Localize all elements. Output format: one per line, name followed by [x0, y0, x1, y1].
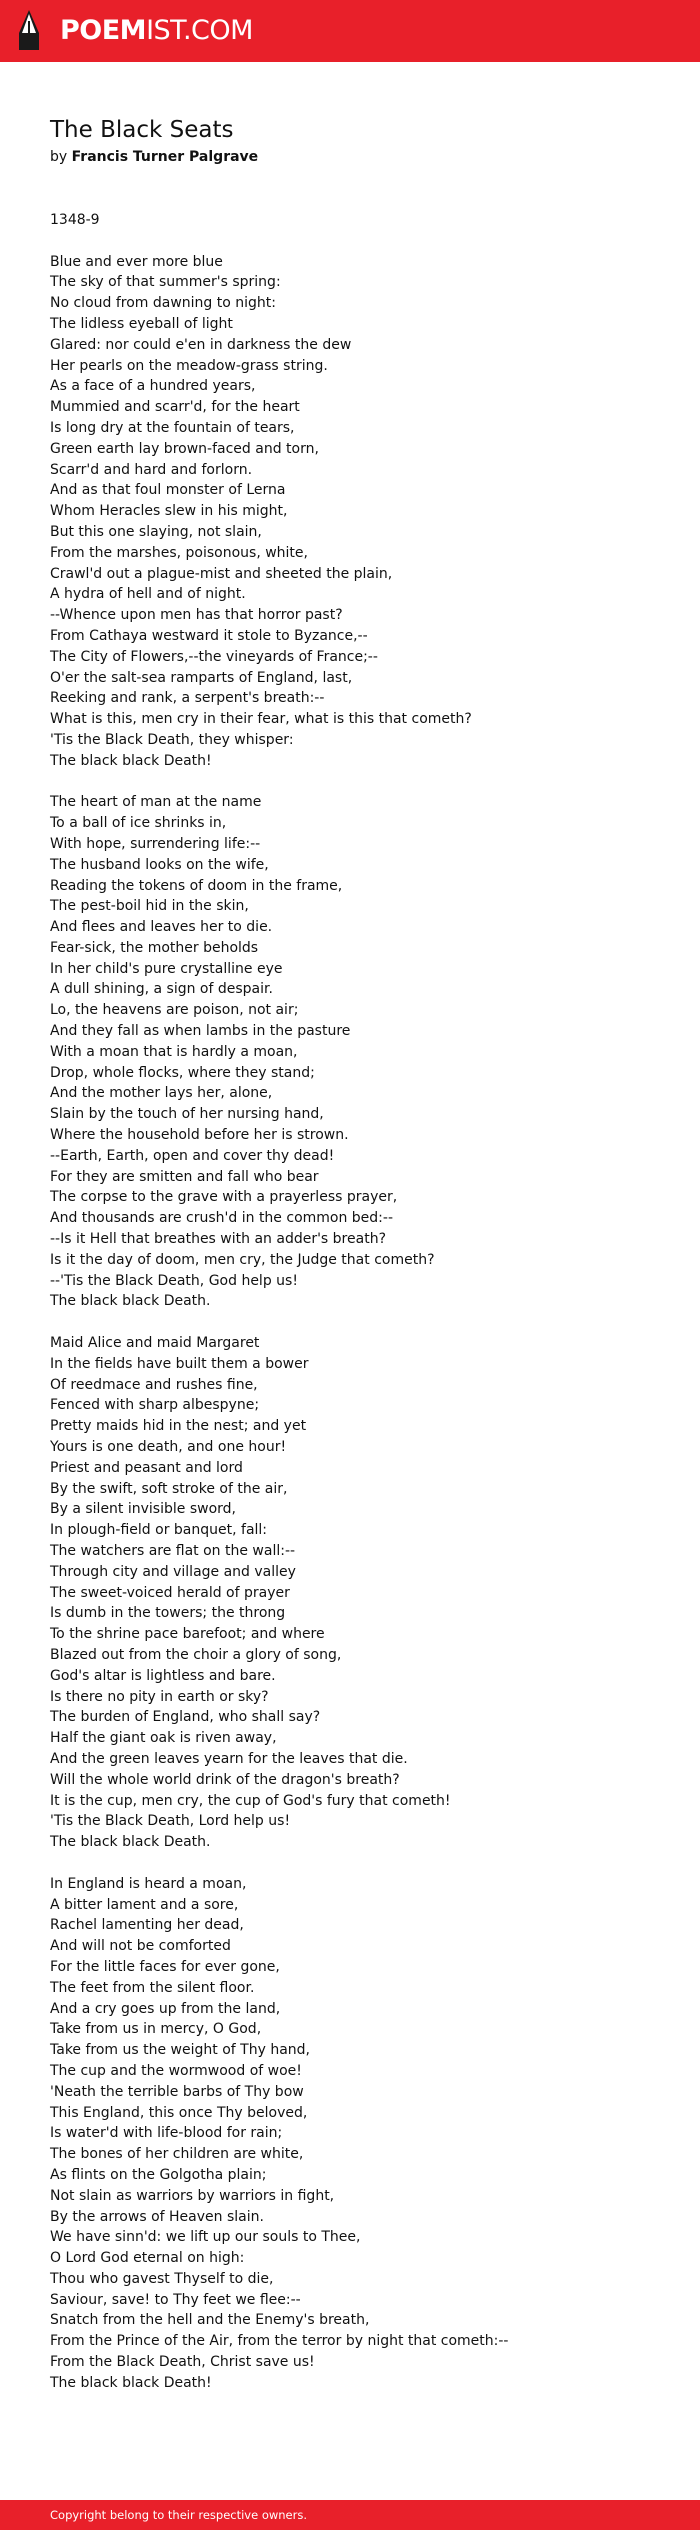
poem-line: Yours is one death, and one hour! — [50, 1439, 287, 1456]
poem-line: Take from us the weight of Thy hand, — [50, 2042, 310, 2059]
poem-line: Drop, whole flocks, where they stand; — [50, 1064, 315, 1081]
poem-line: Of reedmace and rushes fine, — [50, 1376, 258, 1393]
poem-line: --Earth, Earth, open and cover thy dead! — [50, 1147, 335, 1164]
stanza-gap — [50, 1853, 670, 1874]
poem-line: Is it the day of doom, men cry, the Judge that cometh? — [50, 1251, 435, 1268]
stanza — [50, 252, 670, 772]
poem-line: A hydra of hell and of night. — [50, 586, 246, 603]
poem-line: We have sinn'd: we lift up our souls to Thee, — [50, 2229, 361, 2246]
poem-line: Scarr'd and hard and forlorn. — [50, 461, 253, 478]
poem-line: For they are smitten and fall who bear — [50, 1168, 319, 1185]
stanza — [50, 792, 670, 1312]
poem-line: Not slain as warriors by warriors in fight, — [50, 2187, 335, 2204]
poem-line: In her child's pure crystalline eye — [50, 960, 283, 977]
poem-line: Thou who gavest Thyself to die, — [50, 2270, 274, 2287]
poem-line: The heart of man at the name — [50, 794, 262, 811]
poem-line: Maid Alice and maid Margaret — [50, 1335, 260, 1352]
poem-line: This England, this once Thy beloved, — [50, 2104, 308, 2121]
poem-line: Priest and peasant and lord — [50, 1459, 243, 1476]
poem-line: In the fields have built them a bower — [50, 1355, 309, 1372]
poem-line: For the little faces for ever gone, — [50, 1958, 280, 1975]
poem-line: Saviour, save! to Thy feet we flee:-- — [50, 2291, 301, 2308]
poem-line: The cup and the wormwood of woe! — [50, 2062, 302, 2079]
site-logo[interactable] — [60, 14, 253, 48]
poem-line: The watchers are flat on the wall:-- — [50, 1543, 296, 1559]
poem-line: Whom Heracles slew in his might, — [50, 503, 288, 520]
poem-line: Rachel lamenting her dead, — [50, 1917, 244, 1934]
poem-line: The pest-boil hid in the skin, — [50, 898, 249, 915]
stanza-gap — [50, 772, 670, 793]
poem-line: It is the cup, men cry, the cup of God's fury that cometh! — [50, 1792, 451, 1809]
poem-line: And the mother lays her, alone, — [50, 1085, 273, 1102]
poem-line: From the Black Death, Christ save us! — [50, 2354, 315, 2371]
poem-line: The corpse to the grave with a prayerless prayer, — [50, 1189, 398, 1206]
poem-line: Is there no pity in earth or sky? — [50, 1688, 269, 1705]
poem-line: Take from us in mercy, O God, — [50, 2021, 262, 2038]
poem-line: A bitter lament and a sore, — [50, 1896, 239, 1913]
poem-line: Her pearls on the meadow-grass string. — [50, 357, 328, 374]
poem-line: And flees and leaves her to die. — [50, 919, 273, 936]
poem-line: The black black Death! — [50, 752, 212, 769]
poem-line: Snatch from the hell and the Enemy's breath, — [50, 2312, 370, 2329]
poem-line: To a ball of ice shrinks in, — [50, 815, 227, 832]
poem-line: Mummied and scarr'd, for the heart — [50, 399, 300, 416]
stanza-gap — [50, 1312, 670, 1333]
stanza — [50, 1874, 670, 2394]
poem-line: The burden of England, who shall say? — [50, 1709, 321, 1726]
poem-line: The feet from the silent floor. — [50, 1979, 255, 1996]
poem-line: O'er the salt-sea ramparts of England, last, — [50, 669, 353, 686]
poem-line: Is water'd with life-blood for rain; — [50, 2125, 283, 2142]
poem-line: God's altar is lightless and bare. — [50, 1667, 276, 1684]
poem-line: The lidless eyeball of light — [50, 315, 233, 332]
poem-line: Blue and ever more blue — [50, 253, 223, 270]
poem-line: O Lord God eternal on high: — [50, 2250, 245, 2267]
poem-line: Lo, the heavens are poison, not air; — [50, 1002, 299, 1019]
poem-line: The black black Death! — [50, 2374, 212, 2391]
by-label: by — [50, 149, 68, 165]
poem-line: A dull shining, a sign of despair. — [50, 981, 273, 998]
poem-line: Is long dry at the fountain of tears, — [50, 419, 295, 436]
poem-line: 'Tis the Black Death, Lord help us! — [50, 1813, 291, 1830]
poem-line: Glared: nor could e'en in darkness the dew — [50, 336, 352, 353]
poem-line: By the arrows of Heaven slain. — [50, 2208, 264, 2225]
poem-line: By a silent invisible sword, — [50, 1501, 236, 1518]
poem-line: Reading the tokens of doom in the frame, — [50, 877, 343, 894]
poem-line: The black black Death. — [50, 1293, 211, 1310]
poem-line: From the marshes, poisonous, white, — [50, 544, 308, 561]
poem-line: In plough-field or banquet, fall: — [50, 1522, 268, 1539]
poem-line: The husband looks on the wife, — [50, 856, 269, 873]
poem-byline — [50, 146, 670, 168]
poem-line: Half the giant oak is riven away, — [50, 1730, 277, 1747]
logo-text-bold: POEM — [60, 15, 147, 46]
poem-line: And thousands are crush'd in the common bed:-- — [50, 1210, 394, 1227]
poem-line: As a face of a hundred years, — [50, 378, 256, 395]
poem-author[interactable]: Francis Turner Palgrave — [71, 149, 259, 165]
poem-line: Blazed out from the choir a glory of song, — [50, 1646, 342, 1663]
poem-line: From the Prince of the Air, from the terror by night that cometh:-- — [50, 2333, 509, 2350]
poem-line: --Whence upon men has that horror past? — [50, 607, 343, 624]
poem-line: The bones of her children are white, — [50, 2146, 304, 2163]
poem-body — [50, 252, 670, 2394]
poem-line: The sweet-voiced herald of prayer — [50, 1584, 290, 1601]
poem-line: Will the whole world drink of the dragon's breath? — [50, 1771, 400, 1788]
poem-line: Green earth lay brown-faced and torn, — [50, 440, 319, 457]
poem-date: 1348-9 — [50, 212, 100, 228]
poem-line: The sky of that summer's spring: — [50, 274, 281, 291]
poem-line: With hope, surrendering life:-- — [50, 835, 261, 852]
poem-line: Is dumb in the towers; the throng — [50, 1605, 286, 1622]
logo-text-light: IST.COM — [146, 15, 253, 46]
poem-title: The Black Seats — [50, 117, 234, 143]
poem-line: With a moan that is hardly a moan, — [50, 1043, 298, 1060]
poem-line: And as that foul monster of Lerna — [50, 482, 286, 499]
poem-line: The black black Death. — [50, 1834, 211, 1851]
poem-line: Fenced with sharp albespyne; — [50, 1397, 260, 1414]
site-header — [0, 0, 700, 62]
poem-line: And the green leaves yearn for the leaves that die. — [50, 1750, 408, 1767]
poem-line: No cloud from dawning to night: — [50, 295, 277, 312]
poem-line: Where the household before her is strown. — [50, 1127, 349, 1144]
poem-line: Slain by the touch of her nursing hand, — [50, 1106, 324, 1123]
poem-line: Crawl'd out a plague-mist and sheeted the plain, — [50, 565, 393, 582]
poem-line: Fear-sick, the mother beholds — [50, 939, 259, 956]
pen-nib-icon[interactable] — [17, 9, 41, 51]
poem-line: From Cathaya westward it stole to Byzance,-- — [50, 627, 368, 644]
poem-content — [50, 114, 670, 2394]
site-footer — [0, 2500, 700, 2530]
poem-line: But this one slaying, not slain, — [50, 523, 262, 540]
poem-line: To the shrine pace barefoot; and where — [50, 1626, 325, 1643]
stanza — [50, 1333, 670, 1853]
copyright-text: Copyright belong to their respective owners. — [50, 2508, 308, 2522]
poem-line: Pretty maids hid in the nest; and yet — [50, 1418, 307, 1435]
poem-line: --'Tis the Black Death, God help us! — [50, 1272, 298, 1289]
poem-line: 'Neath the terrible barbs of Thy bow — [50, 2083, 304, 2100]
poem-line: By the swift, soft stroke of the air, — [50, 1480, 288, 1497]
poem-line: Through city and village and valley — [50, 1563, 296, 1580]
poem-line: The City of Flowers,--the vineyards of France;-- — [50, 648, 378, 665]
poem-line: What is this, men cry in their fear, what is this that cometh? — [50, 711, 472, 728]
poem-line: And will not be comforted — [50, 1938, 231, 1955]
poem-line: In England is heard a moan, — [50, 1875, 247, 1892]
poem-line: Reeking and rank, a serpent's breath:-- — [50, 690, 325, 707]
poem-line: And they fall as when lambs in the pasture — [50, 1023, 351, 1040]
poem-line: And a cry goes up from the land, — [50, 2000, 281, 2017]
poem-line: --Is it Hell that breathes with an adder's breath? — [50, 1231, 386, 1248]
poem-line: 'Tis the Black Death, they whisper: — [50, 731, 294, 748]
poem-line: As flints on the Golgotha plain; — [50, 2166, 267, 2183]
